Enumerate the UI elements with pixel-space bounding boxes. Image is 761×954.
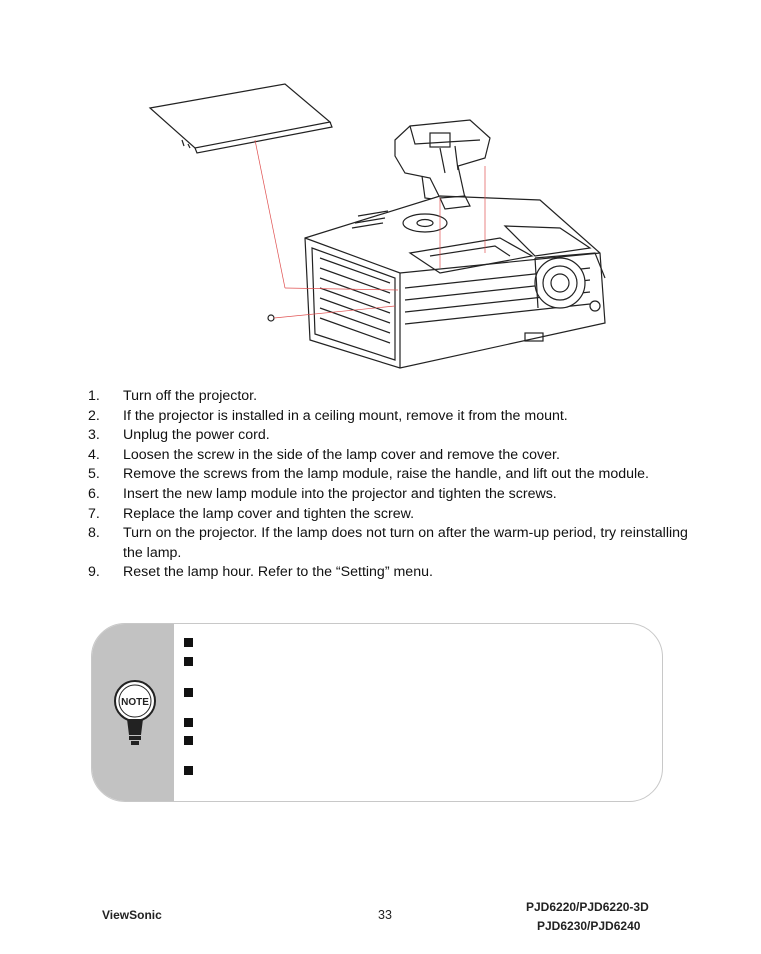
note-bullet [184, 718, 193, 727]
step-item [88, 407, 688, 427]
footer-brand: ViewSonic [102, 908, 162, 922]
step-item [88, 446, 688, 466]
step-number: 4. [88, 446, 100, 463]
note-lightbulb-icon [113, 679, 157, 749]
step-number: 6. [88, 485, 100, 502]
step-item [88, 563, 688, 583]
step-number: 5. [88, 466, 100, 483]
note-bullet [184, 766, 193, 775]
note-box [91, 623, 663, 802]
step-text: Remove the screws from the lamp module, raise the handle, and lift out the module. [123, 466, 649, 483]
note-sidebar [92, 624, 174, 801]
step-number: 7. [88, 505, 100, 522]
lamp-replacement-steps [88, 387, 688, 583]
footer-model-line-1: PJD6220/PJD6220-3D [526, 900, 649, 914]
note-bullet [184, 736, 193, 745]
step-text: Loosen the screw in the side of the lamp cover and remove the cover. [123, 446, 560, 463]
step-item [88, 524, 688, 563]
footer-page-number: 33 [378, 908, 392, 922]
step-item [88, 505, 688, 525]
step-number: 1. [88, 388, 100, 404]
step-number: 2. [88, 407, 100, 424]
footer-model-line-2: PJD6230/PJD6240 [537, 919, 641, 933]
step-item [88, 485, 688, 505]
step-text: Reset the lamp hour. Refer to the “Setting” menu. [123, 564, 433, 581]
note-bullet [184, 638, 193, 647]
note-bullet [184, 657, 193, 666]
step-text: Replace the lamp cover and tighten the screw. [123, 505, 415, 522]
note-icon-label: NOTE [121, 697, 149, 708]
step-item [88, 387, 688, 407]
step-item [88, 426, 688, 446]
step-number: 8. [88, 525, 100, 542]
step-text: Insert the new lamp module into the projector and tighten the screws. [123, 485, 557, 502]
step-item [88, 465, 688, 485]
note-bullet [184, 688, 193, 697]
lamp-replacement-illustration [140, 78, 620, 373]
step-text: Turn off the projector. [123, 388, 258, 404]
step-number: 9. [88, 564, 100, 581]
step-text: If the projector is installed in a ceiling mount, remove it from the mount. [123, 407, 568, 424]
step-text: Unplug the power cord. [123, 427, 270, 444]
step-number: 3. [88, 427, 100, 444]
step-text: Turn on the projector. If the lamp does not turn on after the warm-up period, try reinstalling the lamp. [123, 525, 688, 561]
